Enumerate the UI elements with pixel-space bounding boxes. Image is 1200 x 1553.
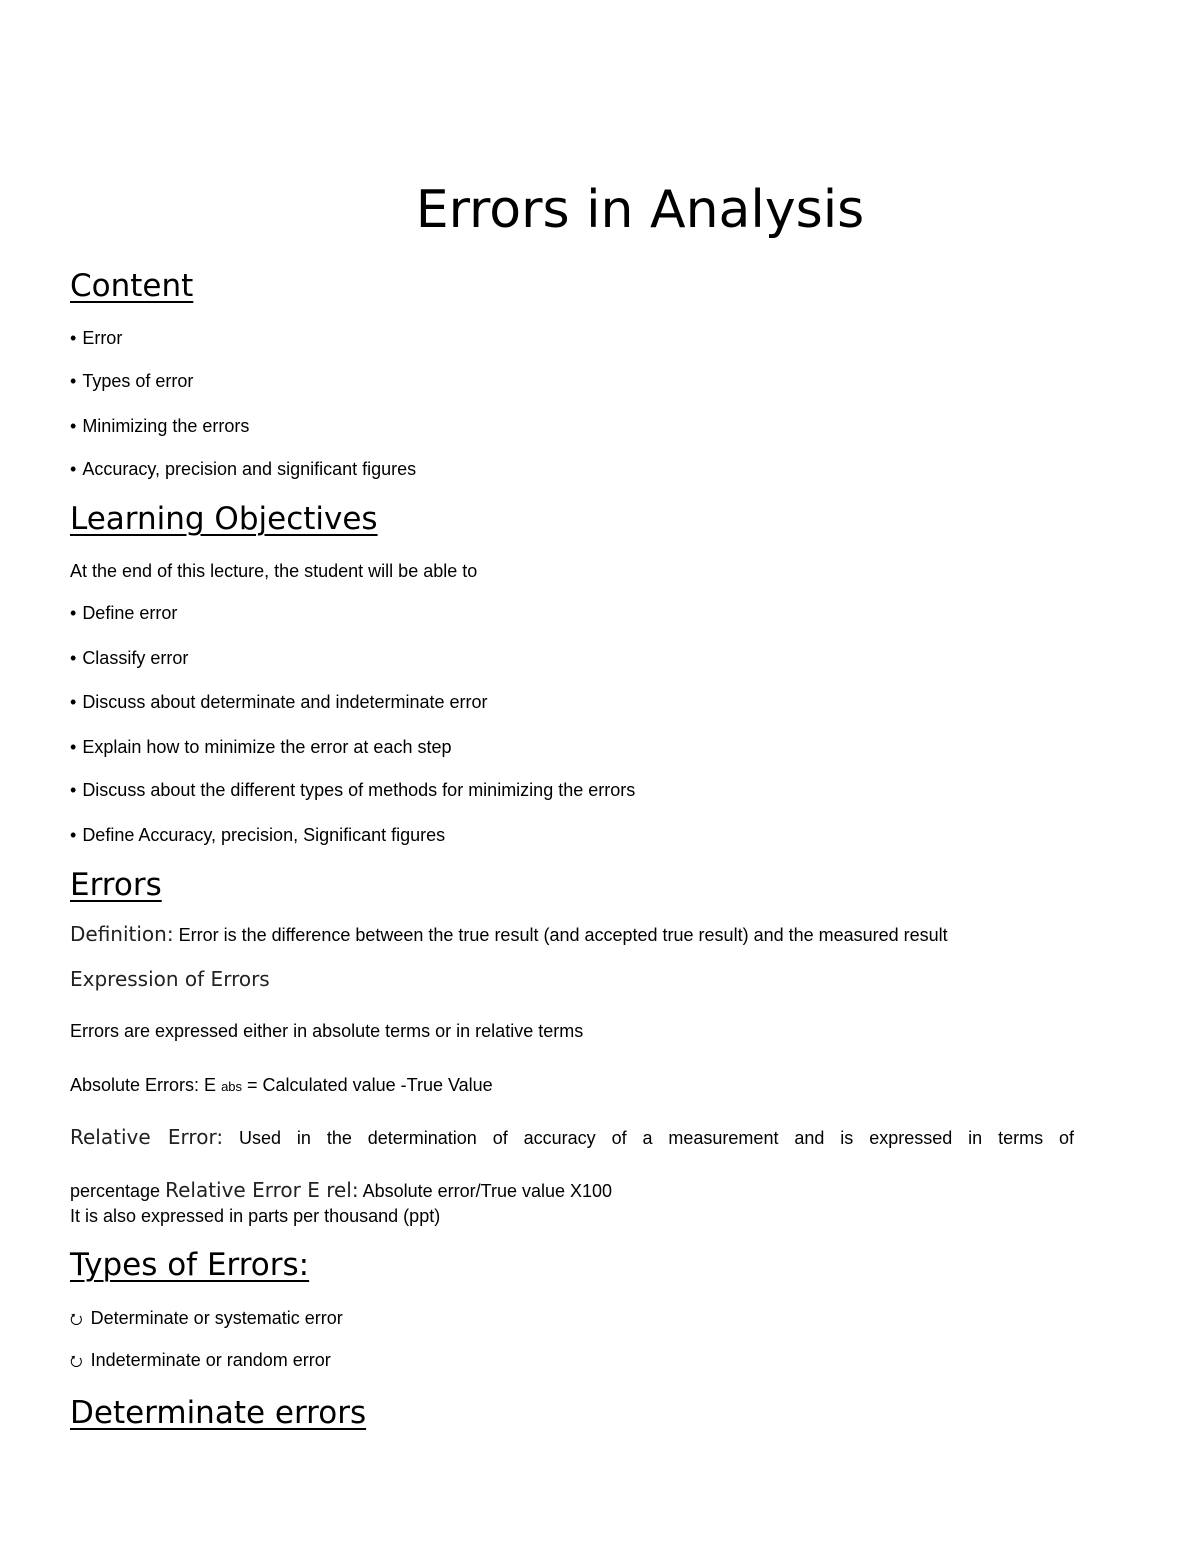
cycle-icon: ⭮ bbox=[70, 1352, 83, 1370]
relative-error-line bbox=[70, 1125, 1074, 1150]
types-item-text: Indeterminate or random error bbox=[90, 1350, 331, 1370]
content-item: • Error bbox=[70, 326, 122, 350]
types-item bbox=[70, 1348, 331, 1373]
absolute-suffix: = Calculated value -True Value bbox=[242, 1075, 493, 1095]
relative-text: Used in the determination of accuracy of a measurement and is expressed in terms of bbox=[223, 1128, 1074, 1148]
content-item: • Accuracy, precision and significant figures bbox=[70, 457, 416, 481]
objectives-heading: Learning Objectives bbox=[70, 501, 378, 537]
types-item bbox=[70, 1306, 343, 1331]
objective-item: • Classify error bbox=[70, 646, 188, 670]
content-item: • Minimizing the errors bbox=[70, 414, 249, 438]
expression-text: Errors are expressed either in absolute terms or in relative terms bbox=[70, 1021, 584, 1041]
absolute-sub: abs bbox=[221, 1079, 243, 1094]
relative-formula-text: Absolute error/True value X100 bbox=[358, 1181, 613, 1201]
document-title: Errors in Analysis bbox=[415, 180, 865, 240]
determinate-heading: Determinate errors bbox=[70, 1395, 367, 1431]
content-heading: Content bbox=[70, 268, 194, 304]
objective-item: • Define Accuracy, precision, Significant figures bbox=[70, 823, 445, 847]
types-item-text: Determinate or systematic error bbox=[90, 1308, 343, 1328]
relative-label: Relative Error: bbox=[70, 1125, 224, 1149]
errors-heading: Errors bbox=[70, 867, 162, 903]
cycle-icon: ⭮ bbox=[70, 1310, 83, 1328]
definition-label: Definition: bbox=[70, 922, 174, 946]
ppt-text: It is also expressed in parts per thousand (ppt) bbox=[70, 1206, 441, 1226]
absolute-error-line bbox=[70, 1073, 493, 1099]
objective-item: • Discuss about the different types of methods for minimizing the errors bbox=[70, 778, 635, 802]
objective-item: • Explain how to minimize the error at each step bbox=[70, 735, 452, 759]
content-item: • Types of error bbox=[70, 369, 193, 393]
percentage-prefix: percentage bbox=[70, 1181, 166, 1201]
types-heading: Types of Errors: bbox=[70, 1247, 310, 1283]
relative-formula-label: Relative Error E rel: bbox=[165, 1178, 359, 1202]
objective-item: • Define error bbox=[70, 601, 177, 625]
objective-item: • Discuss about determinate and indeterminate error bbox=[70, 690, 488, 714]
expression-heading bbox=[70, 967, 270, 992]
expression-heading-text: Expression of Errors bbox=[70, 967, 270, 991]
relative-formula-line bbox=[70, 1178, 612, 1203]
objectives-intro: At the end of this lecture, the student will be able to bbox=[70, 561, 478, 581]
definition-line bbox=[70, 922, 948, 947]
absolute-prefix: Absolute Errors: E bbox=[70, 1075, 222, 1095]
definition-text: Error is the difference between the true result (and accepted true result) and the measured result bbox=[173, 925, 948, 945]
